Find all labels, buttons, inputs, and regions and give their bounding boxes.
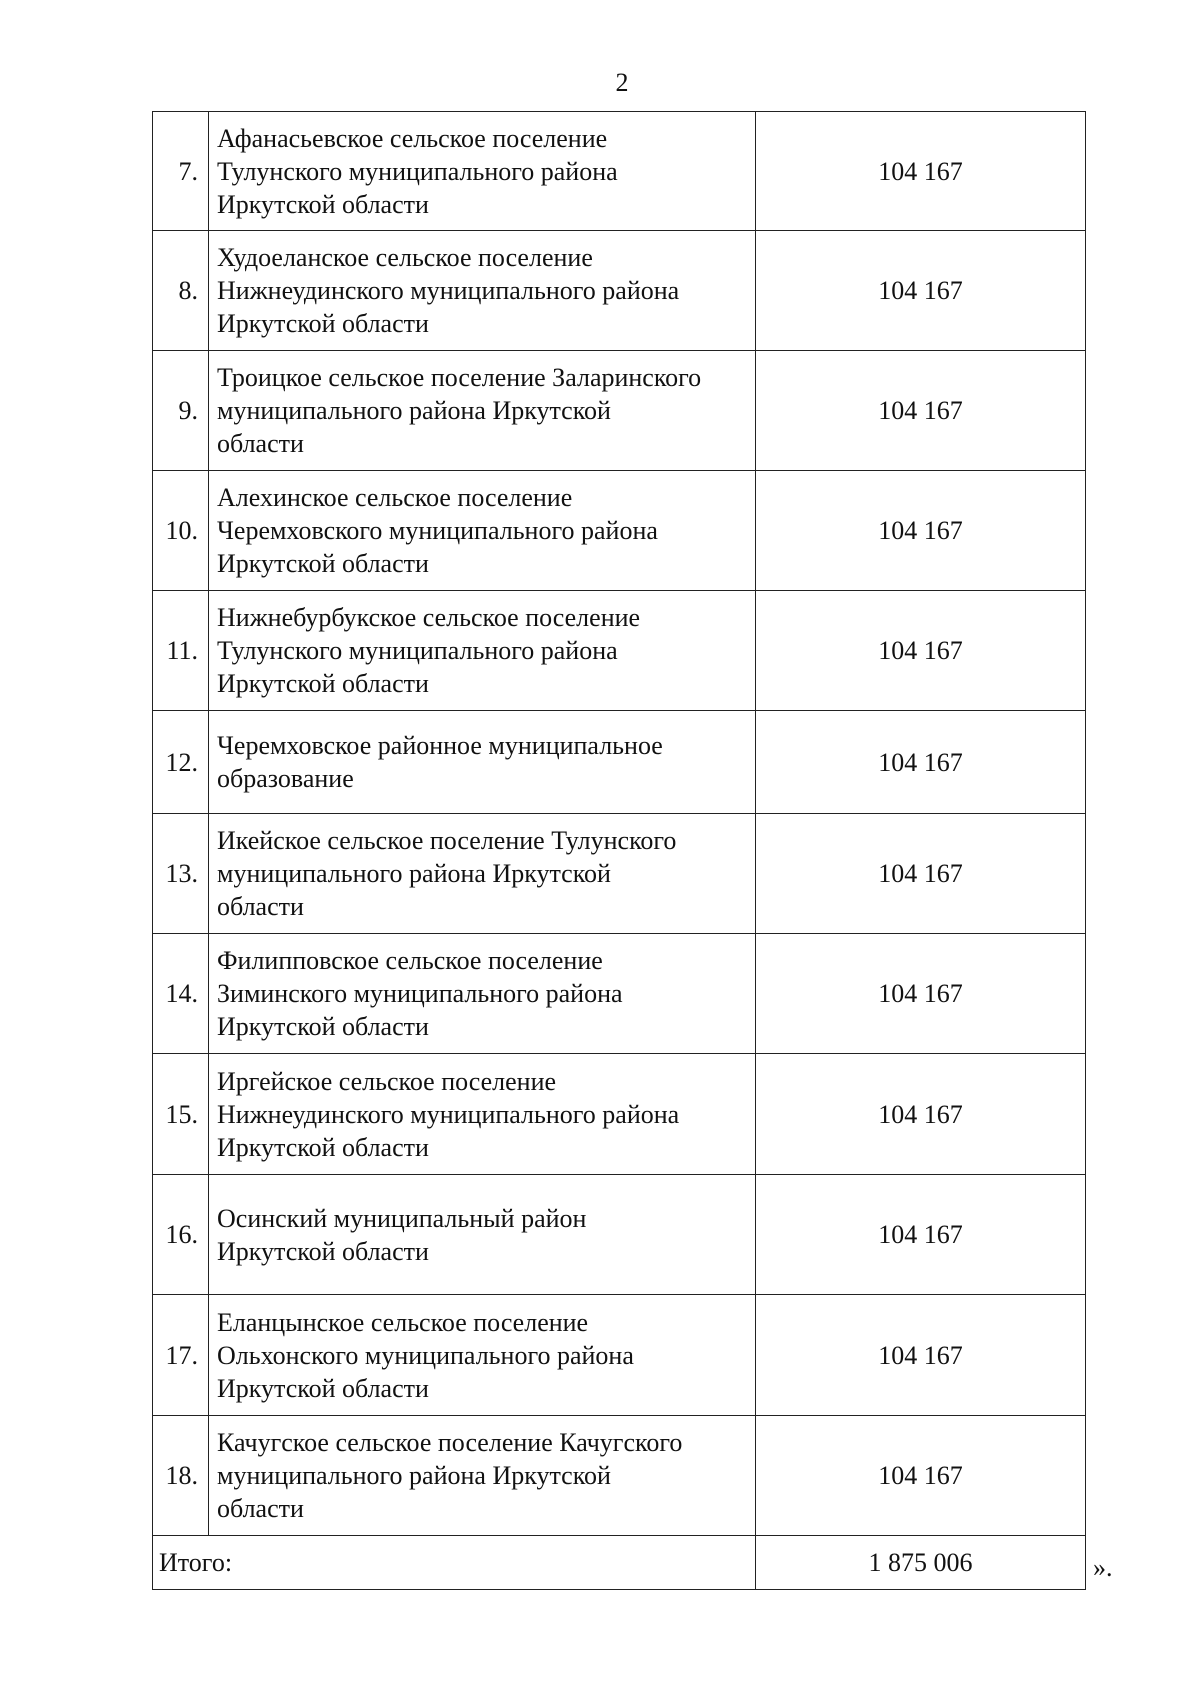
table-row <box>153 591 1086 711</box>
row-number: 18. <box>153 1416 209 1536</box>
row-number: 15. <box>153 1054 209 1175</box>
amount-value: 104 167 <box>756 1054 1086 1175</box>
table-row <box>153 934 1086 1054</box>
row-number: 11. <box>153 591 209 711</box>
total-amount: 1 875 006 <box>756 1536 1086 1590</box>
municipality-name: Качугское сельское поселение Качугского муниципального района Иркутской области <box>209 1416 756 1536</box>
table-row <box>153 231 1086 351</box>
amount-value: 104 167 <box>756 351 1086 471</box>
table-row <box>153 1054 1086 1175</box>
row-number: 13. <box>153 814 209 934</box>
municipality-name: Филипповское сельское поселение Зиминского муниципального района Иркутской области <box>209 934 756 1054</box>
municipality-name: Нижнебурбукское сельское поселение Тулунского муниципального района Иркутской области <box>209 591 756 711</box>
amount-value: 104 167 <box>756 112 1086 231</box>
amount-value: 104 167 <box>756 471 1086 591</box>
total-label: Итого: <box>153 1536 756 1590</box>
table-row <box>153 1416 1086 1536</box>
table-row <box>153 351 1086 471</box>
amount-value: 104 167 <box>756 814 1086 934</box>
table-row <box>153 711 1086 814</box>
amount-value: 104 167 <box>756 711 1086 814</box>
municipality-name: Афанасьевское сельское поселение Тулунского муниципального района Иркутской области <box>209 112 756 231</box>
closing-quote: ». <box>1093 1553 1113 1582</box>
municipality-name: Алехинское сельское поселение Черемховского муниципального района Иркутской области <box>209 471 756 591</box>
amount-value: 104 167 <box>756 934 1086 1054</box>
page-number: 2 <box>615 68 629 97</box>
amount-value: 104 167 <box>756 1416 1086 1536</box>
table-row <box>153 1295 1086 1416</box>
total-row <box>153 1536 1086 1590</box>
row-number: 9. <box>153 351 209 471</box>
municipality-name: Троицкое сельское поселение Заларинского муниципального района Иркутской области <box>209 351 756 471</box>
table-row <box>153 471 1086 591</box>
row-number: 8. <box>153 231 209 351</box>
table-row <box>153 112 1086 231</box>
row-number: 17. <box>153 1295 209 1416</box>
municipality-name: Худоеланское сельское поселение Нижнеудинского муниципального района Иркутской области <box>209 231 756 351</box>
row-number: 10. <box>153 471 209 591</box>
municipality-name: Иргейское сельское поселение Нижнеудинского муниципального района Иркутской области <box>209 1054 756 1175</box>
municipality-name: Осинский муниципальный район Иркутской области <box>209 1175 756 1295</box>
table-row <box>153 814 1086 934</box>
amount-value: 104 167 <box>756 1175 1086 1295</box>
municipality-name: Икейское сельское поселение Тулунского муниципального района Иркутской области <box>209 814 756 934</box>
row-number: 16. <box>153 1175 209 1295</box>
municipality-name: Еланцынское сельское поселение Ольхонского муниципального района Иркутской области <box>209 1295 756 1416</box>
row-number: 7. <box>153 112 209 231</box>
table-row <box>153 1175 1086 1295</box>
row-number: 14. <box>153 934 209 1054</box>
allocation-table <box>152 111 1086 1590</box>
amount-value: 104 167 <box>756 231 1086 351</box>
amount-value: 104 167 <box>756 591 1086 711</box>
amount-value: 104 167 <box>756 1295 1086 1416</box>
row-number: 12. <box>153 711 209 814</box>
municipality-name: Черемховское районное муниципальное образование <box>209 711 756 814</box>
